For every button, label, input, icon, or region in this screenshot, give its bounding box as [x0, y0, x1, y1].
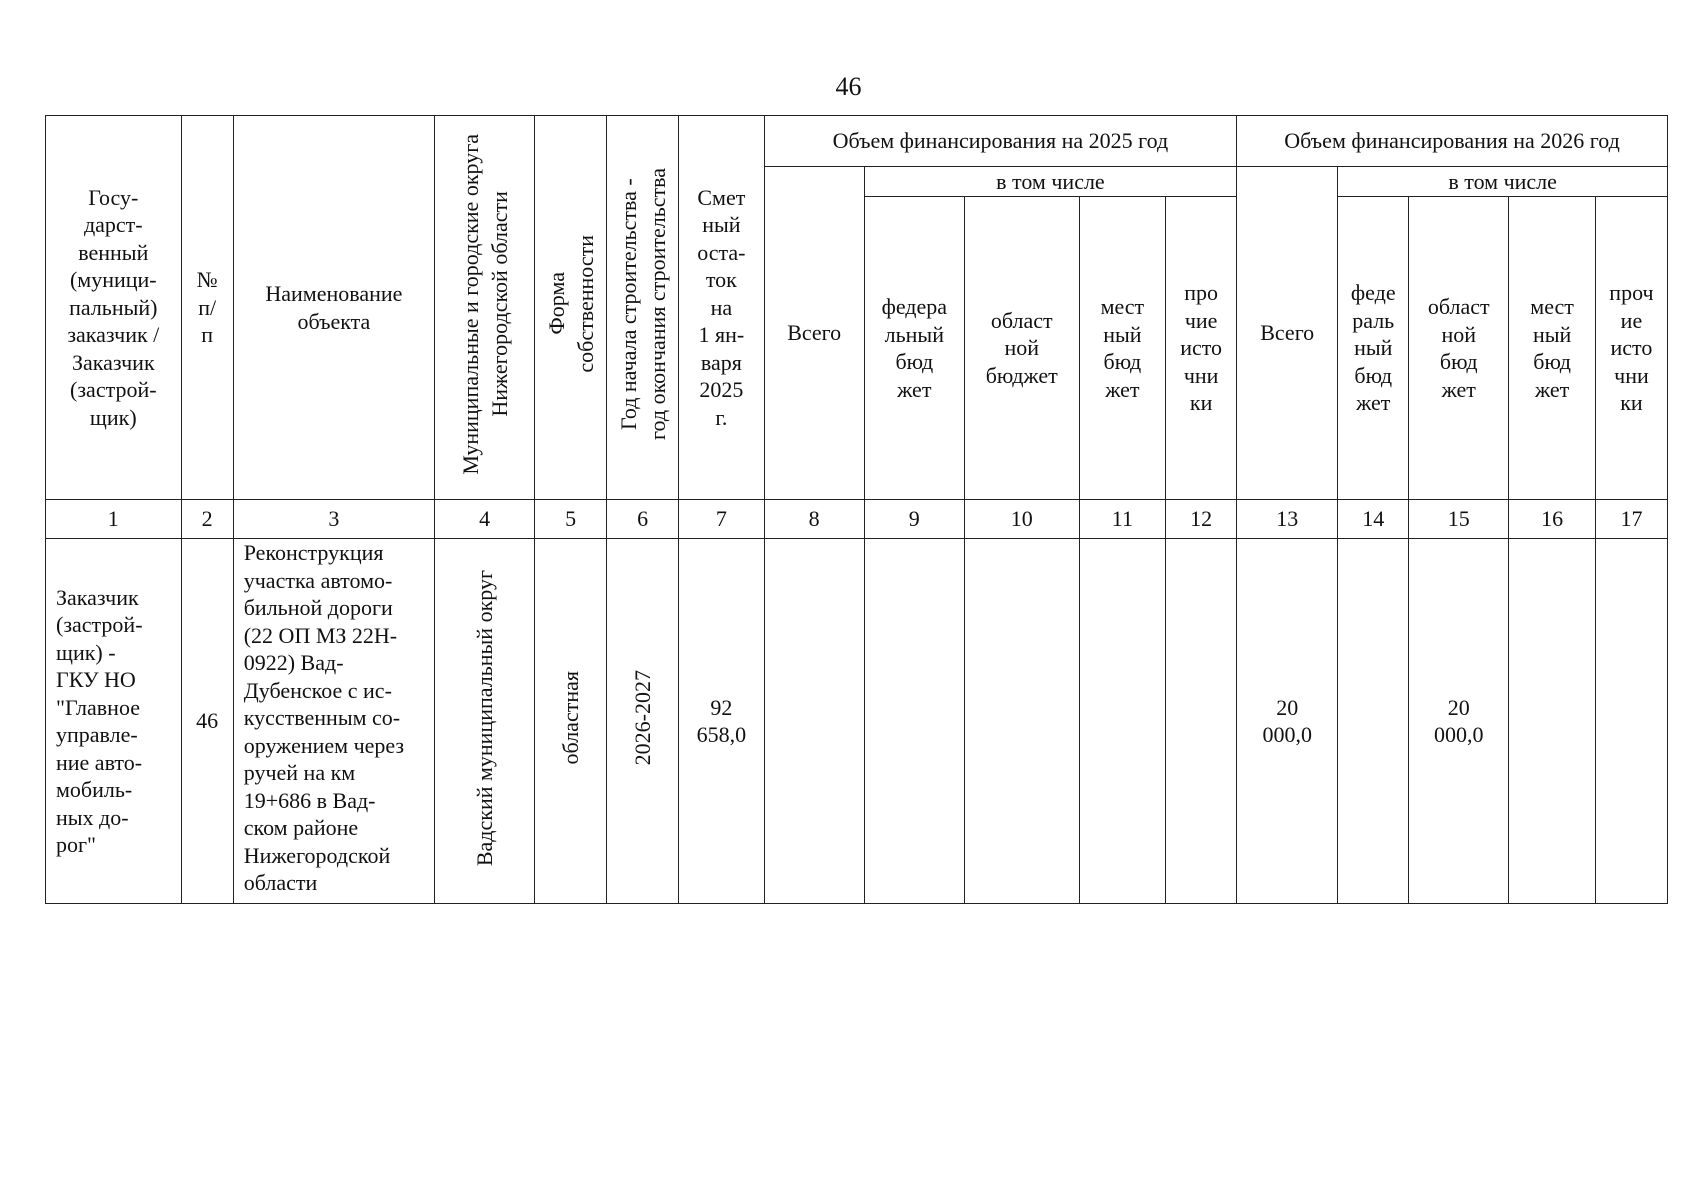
row-other-2025: [1166, 539, 1237, 904]
column-number: 7: [679, 500, 765, 539]
column-number: 3: [233, 500, 434, 539]
row-regional-2025: [964, 539, 1079, 904]
column-number: 9: [864, 500, 964, 539]
row-total-2026: 20 000,0: [1237, 539, 1338, 904]
column-number: 16: [1509, 500, 1596, 539]
column-number: 4: [435, 500, 535, 539]
header-total-2025: Всего: [764, 167, 864, 500]
column-number: 14: [1338, 500, 1409, 539]
row-total-2025: [764, 539, 864, 904]
page-number: 46: [835, 72, 862, 101]
column-number: 13: [1237, 500, 1338, 539]
row-municipal-district: Вадский муниципальный округ: [472, 569, 498, 866]
header-remaining: Смет ный оста- ток на 1 ян- варя 2025 г.: [679, 116, 765, 500]
header-number: № п/ п: [181, 116, 233, 500]
row-local-2025: [1079, 539, 1166, 904]
header-federal-2025: федера льный бюд жет: [864, 197, 964, 500]
header-row-1: [46, 116, 1668, 167]
column-number: 10: [964, 500, 1079, 539]
header-ownership-cell: [535, 116, 607, 500]
row-number: 46: [181, 539, 233, 904]
column-number-row: [46, 500, 1668, 539]
header-customer: Госу- дарст- венный (муници- пальный) заказчик / Заказчик (застрой- щик): [46, 116, 182, 500]
row-federal-2026: [1338, 539, 1409, 904]
header-years: Год начала строительства - год окончания строительства: [615, 168, 670, 441]
column-number: 5: [535, 500, 607, 539]
row-years-cell: [607, 539, 679, 904]
row-municipal-district-cell: [435, 539, 535, 904]
row-object-name: Реконструкция участка автомо- бильной дороги (22 ОП МЗ 22Н- 0922) Вад- Дубенское с ис- кусственным со- оружением через ручей на км 19+686 в Вад- ском районе Нижегородской области: [233, 539, 434, 904]
row-federal-2025: [864, 539, 964, 904]
header-federal-2026: феде раль ный бюд жет: [1338, 197, 1409, 500]
header-regional-2026: област ной бюд жет: [1409, 197, 1509, 500]
header-regional-2025: област ной бюджет: [964, 197, 1079, 500]
row-remaining: 92 658,0: [679, 539, 765, 904]
row-ownership: областная: [558, 671, 584, 765]
header-municipal-district: Муниципальные и городские округа Нижегородской области: [457, 133, 512, 475]
header-including-2025: в том числе: [864, 167, 1236, 197]
row-other-2026: [1595, 539, 1667, 904]
column-number: 1: [46, 500, 182, 539]
column-number: 6: [607, 500, 679, 539]
row-regional-2026: 20 000,0: [1409, 539, 1509, 904]
row-customer: Заказчик (застрой- щик) - ГКУ НО "Главное управле- ние авто- мобиль- ных до- рог": [46, 539, 182, 904]
header-total-2026: Всего: [1237, 167, 1338, 500]
column-number: 12: [1166, 500, 1237, 539]
row-years: 2026-2027: [630, 670, 656, 766]
header-local-2025: мест ный бюд жет: [1079, 197, 1166, 500]
column-number: 15: [1409, 500, 1509, 539]
financing-table: [45, 115, 1668, 904]
row-local-2026: [1509, 539, 1596, 904]
column-number: 17: [1595, 500, 1667, 539]
header-including-2026: в том числе: [1338, 167, 1668, 197]
header-other-2025: про чие исто чни ки: [1166, 197, 1237, 500]
header-local-2026: мест ный бюд жет: [1509, 197, 1596, 500]
row-ownership-cell: [535, 539, 607, 904]
column-number: 11: [1079, 500, 1166, 539]
header-group-2025: Объем финансирования на 2025 год: [764, 116, 1237, 167]
column-number: 8: [764, 500, 864, 539]
header-object-name: Наименование объекта: [233, 116, 434, 500]
table-row: [46, 539, 1668, 904]
header-other-2026: проч ие исто чни ки: [1595, 197, 1667, 500]
header-ownership: Форма собственности: [543, 235, 598, 374]
header-group-2026: Объем финансирования на 2026 год: [1237, 116, 1668, 167]
header-years-cell: [607, 116, 679, 500]
header-municipal-district-cell: [435, 116, 535, 500]
column-number: 2: [181, 500, 233, 539]
